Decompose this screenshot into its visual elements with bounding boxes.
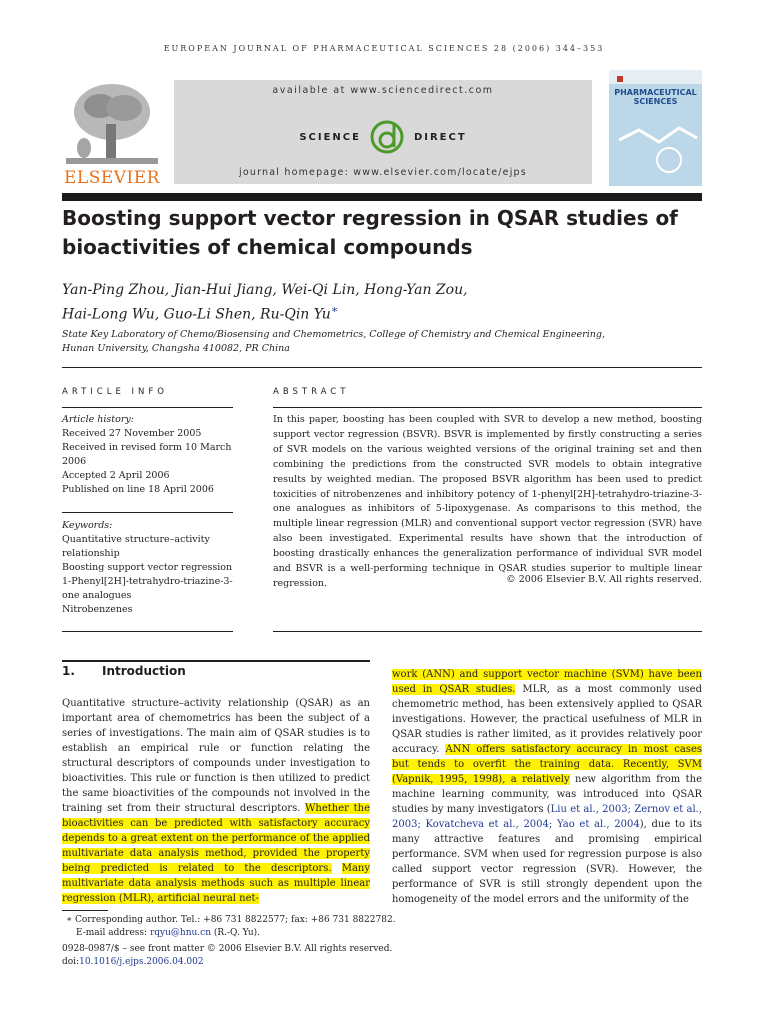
affiliation-line-1: State Key Laboratory of Chemo/Biosensing and Chemometrics, College of Chemistry and Chemical Engineering, [62, 329, 605, 340]
abstract-heading: ABSTRACT [273, 387, 350, 397]
intro-text: MLR, as a most commonly used chemometric method, has been extensively applied to QSAR investigations. However, the practical usefulness of MLR in QSAR studies is rather limited, as it provides relatively poor accuracy. [392, 684, 702, 755]
highlighted-text: Whether the bioactivities can be predicted with satisfactory accuracy depends to a great extent on the performance of the applied multivariate data analysis method, provided the property being predicted is related to the descriptors. [62, 803, 370, 874]
section-rule [62, 367, 702, 368]
history-line: Accepted 2 April 2006 [62, 470, 170, 481]
keyword: Boosting support vector regression [62, 562, 233, 573]
corresponding-author-note: ∗ Corresponding author. Tel.: +86 731 8822577; fax: +86 731 8822782. [66, 915, 396, 925]
abstract-text: In this paper, boosting has been coupled with SVR to develop a new method, boosting support vector regression (BSVR). BSVR is implemented by firstly constructing a series of SVR models on the various weighted versions of the original training set and then combining the predictions from the constructed SVR models to obtain integrative results by weighted median. The proposed BSVR algorithm has been used to predict toxicities of nitrobenzenes and inhibitory potency of 1-phenyl[2H]-tetrahydro-triazine-3-one analogues as inhibitors of 5-lipoxygenase. As comparisons to this method, the multiple linear regression (MLR) and conventional support vector regression (SVR) have also been investigated. Experimental results have shown that the introduction of boosting drastically enhances the generalization performance of individual SVR model and BSVR is a well-performing technique in QSAR studies superior to multiple linear regression. [273, 414, 702, 589]
intro-heading [62, 664, 186, 678]
corresponding-author-mark[interactable]: ∗ [330, 303, 339, 316]
history-line: Received in revised form 10 March [62, 442, 232, 453]
section-number: 1. [62, 664, 75, 678]
email-link[interactable]: rqyu@hnu.cn [149, 928, 211, 938]
keyword: relationship [62, 548, 120, 559]
email-label: E-mail address: [76, 928, 150, 938]
running-head: EUROPEAN JOURNAL OF PHARMACEUTICAL SCIENCES 28 (2006) 344–353 [163, 44, 605, 53]
intro-rule [62, 660, 370, 662]
title-line-2: bioactivities of chemical compounds [62, 235, 473, 259]
corresponding-footnote [66, 914, 406, 940]
intro-text: new algorithm from the machine learning community, was introduced into QSAR studies by many investigators ( [392, 774, 702, 815]
doi-label: doi: [62, 957, 80, 967]
sciencedirect-logo [174, 120, 592, 154]
info-rule-2 [62, 512, 233, 513]
cover-title: PHARMACEUTICAL SCIENCES [614, 88, 697, 106]
issn-line: 0928-0987/$ – see front matter © 2006 Elsevier B.V. All rights reserved. [62, 944, 393, 954]
keyword: Nitrobenzenes [62, 604, 133, 615]
affiliation-line-2: Hunan University, Changsha 410082, PR China [62, 343, 290, 354]
tree-icon [62, 80, 162, 168]
header-rule [62, 193, 702, 201]
intro-text: Quantitative structure–activity relationship (QSAR) as an important area of chemometrics has been the subject of a series of investigations. The main aim of QSAR studies is to establish an empirical rule or function relating the structural descriptors of compounds under investigation to bioactivities. This rule or function is then utilized to predict the same bioactivities of the compounds not involved in the training set from their structural descriptors. [62, 698, 370, 814]
doi-link[interactable]: 10.1016/j.ejps.2006.04.002 [79, 957, 204, 967]
info-rule-1 [62, 407, 233, 408]
citation-link[interactable]: Liu et al., 2003; Zernov et al., 2003; Kovatcheva et al., 2004; Yao et al., 2004 [392, 804, 702, 830]
highlighted-text: work (ANN) and support vector machine (SVM) have been used in QSAR studies. [392, 669, 702, 695]
issn-block [62, 943, 462, 969]
article-history [62, 413, 237, 497]
journal-homepage[interactable]: journal homepage: www.elsevier.com/locate/ejps [239, 167, 527, 178]
affiliation [62, 328, 702, 356]
keyword: 1-Phenyl[2H]-tetrahydro-triazine-3- [62, 576, 233, 587]
publisher-name: ELSEVIER [64, 168, 160, 188]
authors-line-2: Hai-Long Wu, Guo-Li Shen, Ru-Qin Yu [62, 306, 331, 323]
history-line: Received 27 November 2005 [62, 428, 202, 439]
abstract-copyright: © 2006 Elsevier B.V. All rights reserved. [506, 574, 702, 585]
article-title [62, 204, 702, 262]
direct-label: DIRECT [413, 132, 467, 143]
elsevier-logo [62, 80, 162, 188]
abstract-rule-1 [273, 407, 702, 408]
intro-left-column [62, 696, 370, 906]
author-list [62, 281, 702, 325]
highlighted-text: Many multivariate data analysis methods such as multiple linear regression (MLR), artificial neural net- [62, 863, 370, 904]
abstract-rule-2 [273, 631, 702, 632]
science-label: SCIENCE [299, 132, 361, 143]
sciencedirect-d-icon [370, 120, 404, 154]
keywords-label: Keywords: [62, 520, 113, 531]
highlighted-text: ANN offers satisfactory accuracy in most cases but tends to overfit the training data. Recently, SVM (Vapnik, 1995, 1998), a relatively [392, 744, 703, 785]
history-line: 2006 [62, 456, 87, 467]
intro-right-column [392, 667, 702, 907]
keyword: one analogues [62, 590, 132, 601]
info-rule-3 [62, 631, 233, 632]
article-info-heading: ARTICLE INFO [62, 387, 168, 397]
history-label: Article history: [62, 414, 134, 425]
authors-line-1: Yan-Ping Zhou, Jian-Hui Jiang, Wei-Qi Lin, Hong-Yan Zou, [62, 282, 468, 298]
history-line: Published on line 18 April 2006 [62, 484, 214, 495]
footnote-rule [62, 910, 108, 911]
title-line-1: Boosting support vector regression in QSAR studies of [62, 206, 678, 230]
intro-text: ), due to its many attractive features and promising empirical performance. SVM when used for regression purpose is also called support vector regression (SVR). However, the performance of SVR is still strongly dependent upon the homogeneity of the model errors and the uniformity of the [392, 819, 703, 905]
keyword: Quantitative structure–activity [62, 534, 210, 545]
keywords [62, 519, 237, 617]
available-at-text[interactable]: available at www.sciencedirect.com [272, 85, 494, 96]
email-tail: (R.-Q. Yu). [210, 928, 261, 938]
section-title: Introduction [102, 664, 186, 678]
